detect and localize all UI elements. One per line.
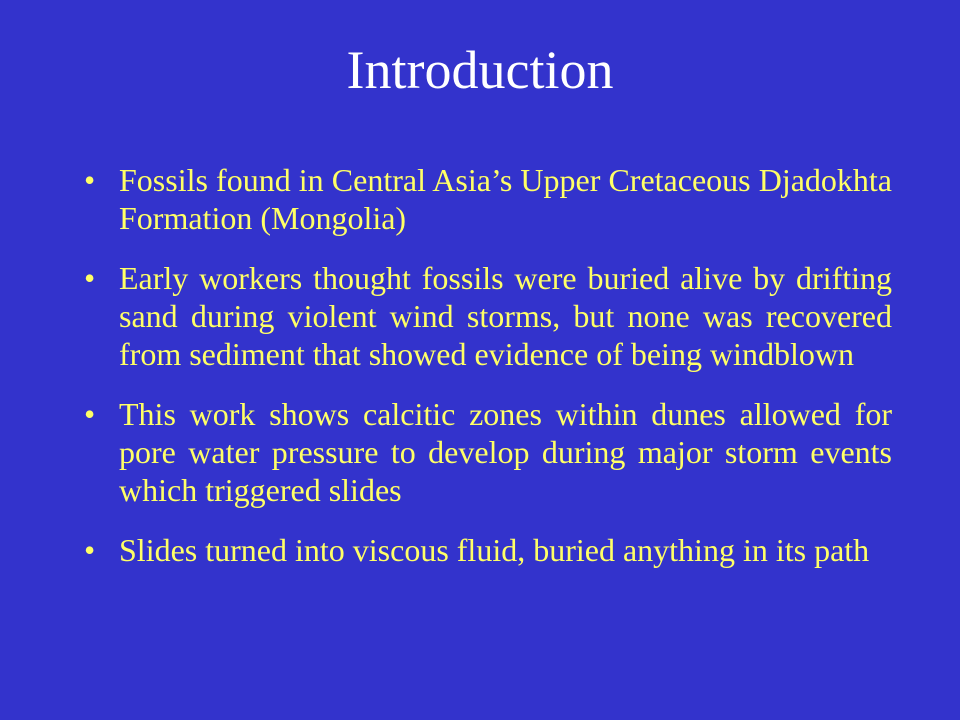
bullet-icon: • xyxy=(84,162,96,198)
bullet-icon: • xyxy=(84,396,96,432)
bullet-text: Early workers thought fossils were buried alive by drifting sand during violent wind storms, but none was recovered from sediment that showed evidence of being windblown xyxy=(119,260,892,372)
bullet-item xyxy=(72,161,892,237)
bullet-icon: • xyxy=(84,532,96,568)
bullet-icon: • xyxy=(84,260,96,296)
slide-title: Introduction xyxy=(346,40,614,100)
bullet-item xyxy=(72,259,892,373)
bullet-text: This work shows calcitic zones within dunes allowed for pore water pressure to develop during major storm events which triggered slides xyxy=(119,396,892,508)
bullet-item xyxy=(72,395,892,509)
bullet-list xyxy=(72,161,892,591)
bullet-item xyxy=(72,531,892,569)
bullet-text: Slides turned into viscous fluid, buried anything in its path xyxy=(119,532,870,568)
bullet-text: Fossils found in Central Asia’s Upper Cretaceous Djadokhta Formation (Mongolia) xyxy=(119,162,892,236)
